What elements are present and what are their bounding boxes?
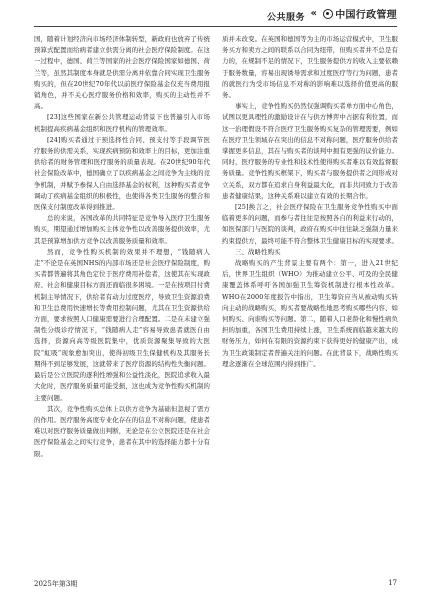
paragraph: 国，随着计划经济向市场经济体制转型，新政府也放弃了传统预算式配置而给病者建立供需分离的社会医疗保险制度。在这一过程中，德国、荷兰等国家的社会医疗保险国家如德国、荷兰等，虽然其制度本身就是供需分离并依靠合同实现卫生服务购买的，但在20世纪70年代以前医疗保险基金仅充当费用报销角色，并不关心医疗服务价格和效率，购买的主动性并不高。 xyxy=(34,35,210,111)
paragraph: [25]换言之，社会医疗保险在卫生服务竞争性购买中面临着更多的问题，而参与者往往是按照各自的利益来行动的，如医保部门与医院的谈判，政府在购买中往往缺乏强制力量来约束提供方，最终可能不符合整体卫生健康目标的实现要求。 xyxy=(222,203,398,245)
journal-logo xyxy=(323,6,397,21)
paragraph: 战略购买的产生背景主要有两个：第一，进入21世纪后，世界卫生组织（WHO）为推动建立公平、可及的全民健康覆盖体系呼吁各国加强卫生筹资机制进行根本性改革。WHO在2000年度报告中指出，卫生筹资应当从被动购买转向主动的战略购买，购买者要战略性地思考购买哪些内容、如何购买、向谁购买等问题。第二，随着人口老龄化和慢性病负担的加重，各国卫生费用持续上涨，卫生系统面临越来越大的财务压力，如何在有限的资源约束下获得更好的健康产出，成为卫生政策制定者普遍关注的问题。在此背景下，战略性购买理念逐渐在全球范围内得到推广。 xyxy=(222,259,398,368)
left-column xyxy=(34,34,210,570)
paragraph: 然而，竞争性购买机制的效果并不理想，“钱随病人走”不论是在英国NHS的内部市场还是社会医疗保险制度，购买者都普遍将其角色定位于医疗费用补偿者，这使其在实现政府、社会和健康目标方面还面临很多困境。一是在按项目付费机制主导情况下，供给者有动力过度医疗，导致卫生资源浪费和卫生总费用快速增长等费用控制问题，尤其在卫生资源供给方面，要求按照人口健康需要进行合理配置。二是在未建立强制性分级诊疗情况下，“钱随病人走”容易导致患者就医自由选择，资源向高等级医院集中，优质资源聚集导致的大医院“虹吸”现象愈加突出，使得初级卫生保健机构及其服务长期得不到足够发展，这就带来了医疗资源的结构性失衡问题。最后是公立医院的逐利性增强和公益性淡化，医院追求收入最大化时，医疗服务质量可能受损，这也成为竞争性购买机制的主要问题。 xyxy=(34,247,210,402)
journal-name: 中国行政管理 xyxy=(335,10,397,21)
paragraph: 三、战略性购买 xyxy=(235,247,281,256)
issue-label: 2025年第3期 xyxy=(34,580,78,588)
article-body xyxy=(34,34,398,570)
journal-emblem-icon xyxy=(323,9,333,19)
page-footer xyxy=(34,579,397,591)
header-divider xyxy=(34,26,397,27)
chevron-double-left-icon: « xyxy=(310,8,317,19)
paragraph: 其次，竞争性购买总体上以供方竞争为基础但忽视了需方的作用。医疗服务高度专业化存在的信息不对称问题，使患者难以对医疗服务质量做出判断，无论是在公立医院还是在社会医疗保险基金之间实行竞争，患者在其中的选择能力都十分有限。 xyxy=(34,404,210,458)
page-header xyxy=(0,0,427,26)
paragraph: [23]这些国家在新公共管理运动背景下也普遍引入市场机制提高疾病基金组织和医疗机构的管理效率。 xyxy=(34,113,210,133)
paragraph: [24]购买者通过干预选择性合同、预支付等手段调节医疗服务的供需关系，实现疾病预防和效率上的目标，更加注重供给者的财务管理和医疗服务的质量表现。在20世纪90年代社会保险改革中，德国确立了以疾病基金之间竞争为主线的竞争机制，并赋予参保人自由选择基金的权利，这种购买者竞争调动了疾病基金组织的积极性，也使得各类卫生服务的整合和医保支付制度改革得到推进。 xyxy=(34,135,210,212)
paragraph: 质并未改变。在英国和德国等为主的市场运营模式中，卫生服务买方和卖方之间的联系以合同为纽带，但购买者并不总是有力的，在规制不足的情况下，卫生服务提供方的收入主要依赖于服务数量，容易出现诱导需求和过度医疗等行为问题，患者的就医行为受市场信息不对称的影响难以选择价值更高的服务。 xyxy=(222,35,398,100)
paragraph: 事实上，竞争性购买仍然仅强调购买者单方面中心角色，试图以更具理性的激励设计在与供方博弈中占据有利位置，而这一治理假设不符合医疗卫生服务购买复杂的管理需要，例如在医疗卫生领域存在突出的信息不对称问题，医疗服务供给者掌握更多信息，其在与购买者的谈判中拥有更强的议价能力。同时，医疗服务的专业性和技术性使得购买者难以有效监督服务质量。竞争性购买框架下，购买者与服务提供者之间形成对立关系，双方都在追求自身利益最大化，而非共同致力于改善患者健康结果，这种关系难以建立有效的长期合作。 xyxy=(222,102,398,200)
paragraph: 总的来说，各国改革的共同特征是竞争导入医疗卫生服务购买，期望通过增加购买主体竞争性以改善服务提供效率，尤其是预算增加供方竞争以改善服务质量和效率。 xyxy=(34,214,210,245)
right-column xyxy=(222,34,398,570)
section-label: 公共服务 xyxy=(266,13,305,23)
page-number: 17 xyxy=(388,579,397,587)
